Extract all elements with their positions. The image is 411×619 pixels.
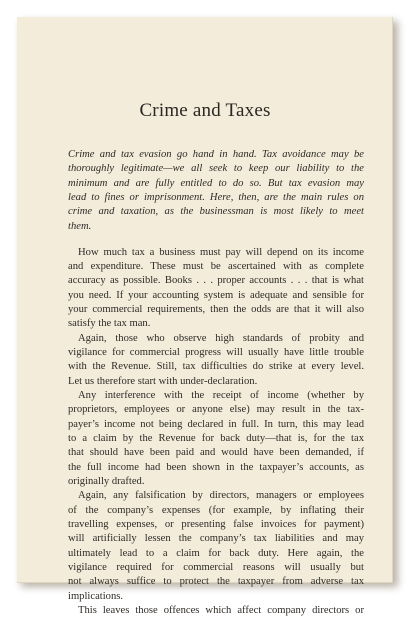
body-line: of the company’s expenses (for example, by inflating their — [68, 504, 364, 516]
body-line: originally drafted. — [68, 476, 145, 488]
body-line: that should have been paid and would have been demanded, if — [68, 447, 364, 459]
body-paragraph-4 — [68, 489, 364, 604]
body-line: vigilance for commercial progress will usually have little trouble — [68, 346, 364, 358]
intro-line: crime and taxation, as the businessman is most likely to meet — [68, 206, 364, 218]
body-line: you need. If your accounting system is adequate and sensible for — [68, 289, 364, 301]
body-line: payer’s income not being declared in full. In turn, this may lead — [68, 418, 364, 430]
intro-line: minimum and are fully entitled to do so. But tax evasion may — [68, 177, 364, 189]
body-line: Again, those who observe high standards of probity and — [78, 332, 364, 344]
intro-line: them. — [68, 220, 92, 232]
body-line: will artificially lessen the company’s tax liabilities and may — [68, 533, 364, 545]
page-body — [68, 148, 364, 619]
body-line: Again, any falsification by directors, managers or employees — [78, 490, 364, 502]
body-line: your commercial requirements, then the odds are that it will also — [68, 303, 364, 315]
body-line: satisfy the tax man. — [68, 318, 151, 330]
body-line: accuracy as possible. Books . . . proper accounts . . . that is what — [68, 275, 364, 287]
intro-line: Crime and tax evasion go hand in hand. Tax avoidance may be — [68, 149, 364, 160]
body-line: proprietors, employees or anyone else) may result in the tax- — [68, 404, 364, 416]
body-line: with the Revenue. Still, tax difficulties do strike at every level. — [68, 361, 364, 373]
body-paragraph-5 — [68, 604, 364, 618]
body-line: Let us therefore start with under-declaration. — [68, 375, 258, 387]
body-paragraph-3 — [68, 389, 364, 489]
body-line: Any interference with the receipt of income (whether by — [78, 390, 364, 401]
body-line: vigilance required for commercial reasons will usually but — [68, 562, 364, 574]
section-gap — [68, 234, 364, 242]
body-line: travelling expenses, or presenting false invoices for payment) — [68, 519, 364, 531]
intro-line: lead to fines or imprisonment. Here, then, are the main rules on — [68, 192, 364, 204]
intro-paragraph — [68, 148, 364, 234]
body-line: not always suffice to protect the taxpayer from adverse tax — [68, 576, 364, 588]
body-line: How much tax a business must pay will depend on its income — [78, 246, 364, 258]
body-line: the full income had been shown in the taxpayer’s accounts, as — [68, 461, 364, 473]
chapter-title: Crime and Taxes — [139, 100, 271, 121]
body-line: This leaves those offences which affect company directors or — [78, 605, 364, 617]
body-line: and expenditure. These must be ascertained with as complete — [68, 260, 364, 272]
book-page — [17, 17, 393, 617]
intro-line: thoroughly legitimate—we all seek to keep our liability to the — [68, 163, 364, 175]
body-paragraph-1 — [68, 246, 364, 332]
body-line: implications. — [68, 590, 124, 602]
body-paragraph-2 — [68, 332, 364, 389]
body-line: to a claim by the Revenue for back duty—that is, for the tax — [68, 433, 364, 445]
body-line: ultimately lead to a claim for back duty. Here again, the — [68, 547, 364, 559]
